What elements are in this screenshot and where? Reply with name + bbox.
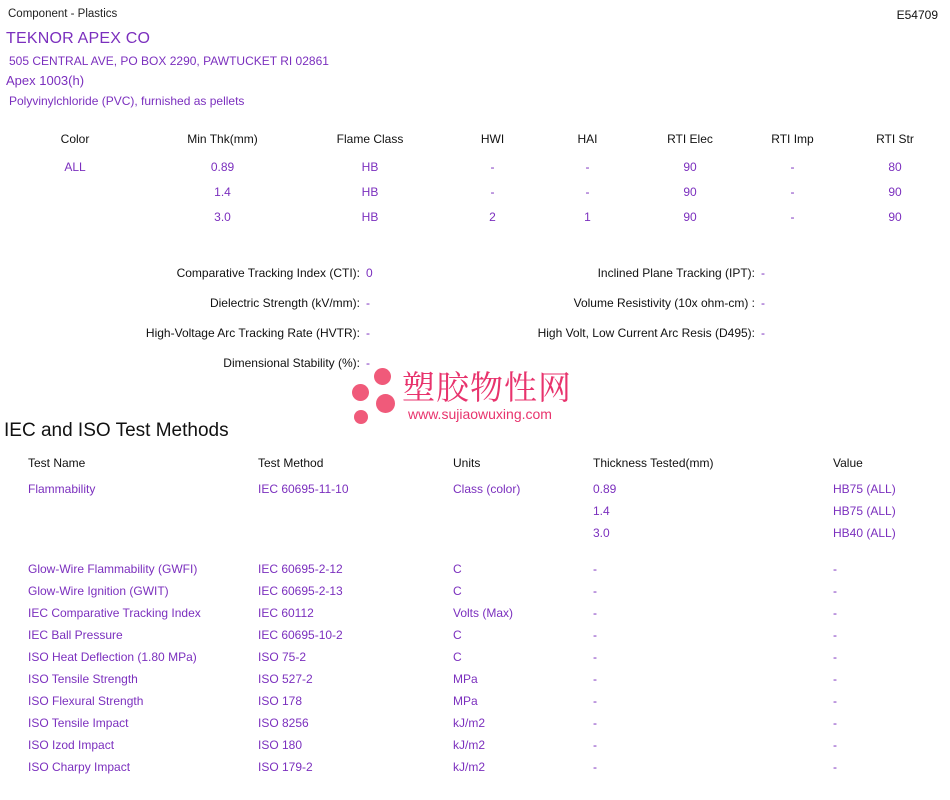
cell-thickness: - [593, 716, 597, 730]
cell-test-method: IEC 60695-2-12 [258, 562, 343, 576]
cell-test-name: Flammability [28, 482, 96, 496]
cell-value: - [833, 562, 837, 576]
cell-test-method: ISO 527-2 [258, 672, 313, 686]
cell-units: kJ/m2 [453, 716, 486, 730]
cell-thickness: - [593, 760, 597, 774]
cell-thickness: - [593, 672, 597, 686]
property-row [0, 326, 950, 356]
cell-units [453, 526, 593, 548]
cell-units: C [453, 584, 462, 598]
table-row [0, 482, 950, 504]
cell-rti-elec: 90 [683, 210, 697, 224]
cell-units: kJ/m2 [453, 760, 486, 774]
ipt-label: Inclined Plane Tracking (IPT): [597, 266, 755, 280]
cell-test-method: ISO 178 [258, 694, 303, 708]
cell-test-name: ISO Flexural Strength [28, 694, 144, 708]
watermark-dot-icon [352, 384, 369, 401]
cell-thickness: - [593, 562, 597, 576]
cell-hai: - [585, 160, 590, 174]
cell-hwi: 2 [489, 210, 496, 224]
cell-test-name [0, 504, 258, 526]
col-test-name: Test Name [28, 456, 86, 470]
table-row [0, 672, 950, 694]
table-row [0, 694, 950, 716]
cell-flame-class: HB [361, 160, 379, 174]
cell-value: - [833, 650, 837, 664]
spacer-cell [0, 548, 950, 562]
file-number: E54709 [896, 8, 938, 22]
cell-value: - [833, 716, 837, 730]
cell-rti-imp: - [790, 185, 795, 199]
iec-iso-table [0, 456, 950, 782]
cell-rti-str: 90 [888, 210, 902, 224]
ratings-header-row [0, 132, 950, 160]
cell-thickness: - [593, 628, 597, 642]
col-flame-class: Flame Class [336, 132, 404, 146]
table-row [0, 650, 950, 672]
cell-thickness: - [593, 650, 597, 664]
company-name: TEKNOR APEX CO [6, 30, 151, 47]
cell-test-name [0, 526, 258, 548]
table-row [0, 526, 950, 548]
hvtr-value: - [366, 326, 370, 340]
property-row [0, 356, 950, 386]
cell-units: Volts (Max) [453, 606, 514, 620]
cell-test-method: ISO 179-2 [258, 760, 313, 774]
cell-test-method: IEC 60695-2-13 [258, 584, 343, 598]
watermark-dot-icon [354, 410, 368, 424]
table-row [0, 562, 950, 584]
cell-thickness: - [593, 694, 597, 708]
cell-thickness: - [593, 606, 597, 620]
cell-units: MPa [453, 694, 478, 708]
cell-min-thk: 0.89 [210, 160, 235, 174]
dimensional-stability-label: Dimensional Stability (%): [223, 356, 360, 370]
ipt-value: - [761, 266, 765, 280]
cell-hwi: - [490, 185, 495, 199]
table-row [0, 606, 950, 628]
col-rti-str: RTI Str [876, 132, 914, 146]
cell-test-name: IEC Comparative Tracking Index [28, 606, 201, 620]
properties-block [0, 266, 950, 386]
dielectric-strength-value: - [366, 296, 370, 310]
cell-test-name: ISO Heat Deflection (1.80 MPa) [28, 650, 197, 664]
col-hai: HAI [577, 132, 598, 146]
cell-thickness: 0.89 [593, 482, 617, 496]
cell-rti-elec: 90 [683, 185, 697, 199]
d495-value: - [761, 326, 765, 340]
watermark-dot-icon [376, 394, 395, 413]
cell-value: - [833, 584, 837, 598]
table-row [0, 160, 950, 185]
col-hwi: HWI [480, 132, 505, 146]
product-name: Apex 1003(h) [6, 73, 85, 88]
table-row [0, 628, 950, 650]
ratings-table [0, 132, 950, 235]
cell-units: C [453, 650, 462, 664]
cell-rti-imp: - [790, 210, 795, 224]
cell-units: kJ/m2 [453, 738, 486, 752]
cell-test-method [258, 504, 453, 526]
cell-thickness: 3.0 [593, 526, 610, 540]
cell-hai: 1 [584, 210, 591, 224]
cell-units: C [453, 562, 462, 576]
col-min-thk: Min Thk(mm) [187, 132, 258, 146]
cell-value: HB75 (ALL) [833, 482, 896, 496]
col-color: Color [60, 132, 90, 146]
hvtr-label: High-Voltage Arc Tracking Rate (HVTR): [145, 326, 360, 340]
cti-label: Comparative Tracking Index (CTI): [176, 266, 360, 280]
cell-flame-class: HB [361, 185, 379, 199]
cell-test-name: ISO Charpy Impact [28, 760, 131, 774]
cell-thickness: - [593, 584, 597, 598]
document-header [0, 8, 950, 24]
dimensional-stability-value: - [366, 356, 370, 370]
col-thickness-tested: Thickness Tested(mm) [593, 456, 714, 470]
cell-units: C [453, 628, 462, 642]
cell-min-thk: 3.0 [214, 210, 231, 224]
cell-rti-imp: - [790, 160, 795, 174]
table-row [0, 584, 950, 606]
col-rti-elec: RTI Elec [667, 132, 713, 146]
cell-test-method: IEC 60695-10-2 [258, 628, 343, 642]
volume-resistivity-value: - [761, 296, 765, 310]
cell-test-name: ISO Tensile Impact [28, 716, 129, 730]
cell-rti-elec: 90 [683, 160, 697, 174]
cell-test-method: IEC 60695-11-10 [258, 482, 349, 496]
property-row [0, 296, 950, 326]
cell-color [0, 185, 150, 210]
table-row [0, 210, 950, 235]
cell-color: ALL [64, 160, 86, 174]
cell-hwi: - [490, 160, 495, 174]
cell-value: - [833, 694, 837, 708]
cell-value: - [833, 738, 837, 752]
table-row [0, 760, 950, 782]
cell-hai: - [585, 185, 590, 199]
cell-color [0, 210, 150, 235]
d495-label: High Volt, Low Current Arc Resis (D495): [537, 326, 755, 340]
watermark-url: www.sujiaowuxing.com [408, 406, 552, 422]
table-row [0, 738, 950, 760]
table-row [0, 504, 950, 526]
dielectric-strength-label: Dielectric Strength (kV/mm): [209, 296, 360, 310]
cell-test-name: ISO Izod Impact [28, 738, 115, 752]
cell-min-thk: 1.4 [214, 185, 231, 199]
cell-test-method: IEC 60112 [258, 606, 314, 620]
component-label: Component - Plastics [8, 8, 118, 20]
cell-value: HB40 (ALL) [833, 526, 896, 540]
cell-units: Class (color) [453, 482, 521, 496]
cell-test-name: IEC Ball Pressure [28, 628, 123, 642]
col-test-method: Test Method [258, 456, 324, 470]
cell-test-name: Glow-Wire Ignition (GWIT) [28, 584, 169, 598]
property-row [0, 266, 950, 296]
table-row [0, 185, 950, 210]
cell-value: - [833, 760, 837, 774]
watermark-text: 塑胶物性网 [402, 368, 572, 407]
cell-test-method: ISO 75-2 [258, 650, 307, 664]
cell-test-name: ISO Tensile Strength [28, 672, 138, 686]
spacer-row [0, 548, 950, 562]
cell-rti-str: 80 [888, 160, 902, 174]
section-title: IEC and ISO Test Methods [4, 420, 229, 441]
table-row [0, 716, 950, 738]
cell-value: - [833, 606, 837, 620]
cell-test-name: Glow-Wire Flammability (GWFI) [28, 562, 198, 576]
cell-units [453, 504, 593, 526]
col-units: Units [453, 456, 481, 470]
cell-thickness: 1.4 [593, 504, 610, 518]
material-description: Polyvinylchloride (PVC), furnished as pellets [9, 94, 245, 108]
iec-header-row [0, 456, 950, 482]
cell-rti-str: 90 [888, 185, 902, 199]
cell-value: - [833, 628, 837, 642]
cell-value: - [833, 672, 837, 686]
cell-test-method: ISO 8256 [258, 716, 309, 730]
cell-units: MPa [453, 672, 478, 686]
cell-flame-class: HB [361, 210, 379, 224]
volume-resistivity-label: Volume Resistivity (10x ohm-cm) : [573, 296, 755, 310]
col-value: Value [833, 456, 863, 470]
cell-thickness: - [593, 738, 597, 752]
col-rti-imp: RTI Imp [771, 132, 814, 146]
cell-test-method [258, 526, 453, 548]
cell-test-method: ISO 180 [258, 738, 303, 752]
company-address: 505 CENTRAL AVE, PO BOX 2290, PAWTUCKET RI 02861 [9, 54, 329, 68]
cell-value: HB75 (ALL) [833, 504, 896, 518]
cti-value: 0 [366, 266, 373, 280]
